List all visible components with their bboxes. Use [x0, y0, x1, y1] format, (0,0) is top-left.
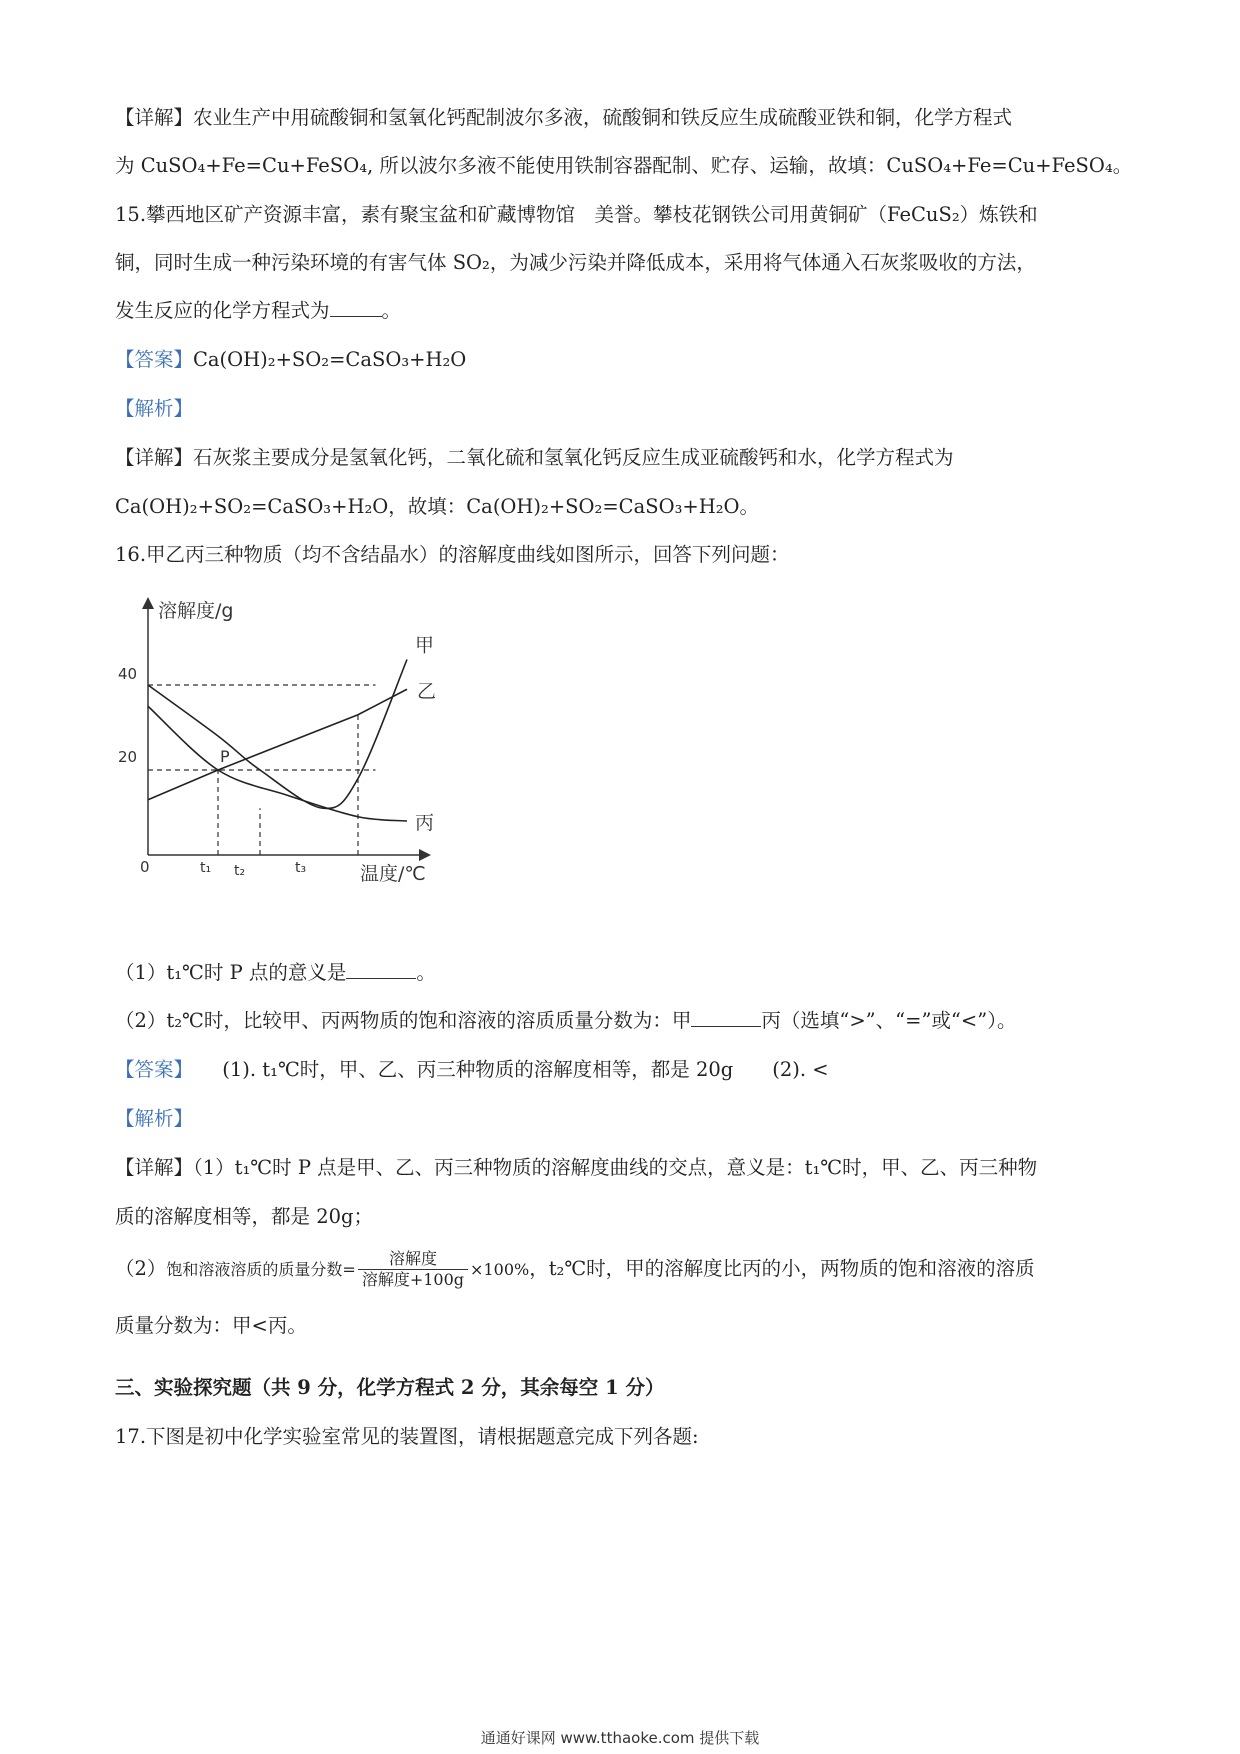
text-segment: 。 [416, 961, 436, 984]
answer-tag: 【答案】 [115, 1058, 184, 1081]
series-label: 乙 [417, 680, 437, 703]
intersection-label: P [220, 747, 230, 766]
y-tick-label: 20 [118, 748, 138, 766]
y-tick-label: 40 [118, 665, 138, 683]
analysis-tag: 【解析】 [115, 397, 194, 420]
question-16: 16.甲乙丙三种物质（均不含结晶水）的溶解度曲线如图所示，回答下列问题： [115, 543, 790, 566]
text-segment: ，t₂℃时，甲的溶解度比丙的小，两物质的饱和溶液的溶质 [529, 1257, 1035, 1280]
y-axis-label: 溶解度/g [158, 600, 234, 622]
text-line: 质的溶解度相等，都是 20g； [115, 1205, 373, 1228]
text-segment: 丙（选填“>”、“=”或“<”）。 [761, 1009, 1017, 1032]
sub-question-2 [115, 1008, 1016, 1034]
text-segment: 发生反应的化学方程式为 [115, 299, 330, 322]
sub-question-1 [115, 960, 436, 986]
text-line: 质量分数为：甲<丙。 [115, 1314, 307, 1337]
text-segment: （1）t₁℃时 P 点的意义是 [115, 961, 347, 984]
question-17: 17.下图是初中化学实验室常见的装置图，请根据题意完成下列各题: [115, 1425, 699, 1448]
fraction-denominator: 溶解度+100g [361, 1270, 465, 1289]
text-line: 铜，同时生成一种污染环境的有害气体 SO₂，为减少污染并降低成本，采用将气体通入石灰浆吸收的方法， [115, 251, 1036, 274]
text-line: Ca(OH)₂+SO₂=CaSO₃+H₂O，故填：Ca(OH)₂+SO₂=CaSO₃+H₂O。 [115, 495, 760, 518]
x-tick-label: t₂ [234, 863, 246, 879]
formula-label: 饱和溶液溶质的质量分数= [166, 1260, 356, 1279]
text-line: 【详解】石灰浆主要成分是氢氧化钙，二氧化硫和氢氧化钙反应生成亚硫酸钙和水，化学方程式为 [115, 446, 954, 469]
footer: 通通好课网 www.tthaoke.com 提供下载 [480, 1729, 760, 1747]
text-line: 【详解】农业生产中用硫酸铜和氢氧化钙配制波尔多液，硫酸铜和铁反应生成硫酸亚铁和铜，化学方程式 [115, 106, 1013, 129]
answer-line [115, 347, 466, 373]
answer-tag: 【答案】 [115, 348, 194, 371]
fraction-numerator: 溶解度 [358, 1249, 468, 1270]
answer-text: Ca(OH)₂+SO₂=CaSO₃+H₂O [193, 348, 467, 371]
fraction [358, 1249, 468, 1290]
question-15: 15.攀西地区矿产资源丰富，素有聚宝盆和矿藏博物馆 美誉。攀枝花钢铁公司用黄铜矿（FeCuS₂）炼铁和 [115, 203, 1038, 226]
x-tick-label: t₃ [295, 860, 307, 876]
x-axis-label: 温度/℃ [360, 863, 426, 885]
text-line: 为 CuSO₄+Fe=Cu+FeSO₄, 所以波尔多液不能使用铁制容器配制、贮存、运输，故填：CuSO₄+Fe=Cu+FeSO₄。 [115, 154, 1133, 177]
section-heading: 三、实验探究题（共 9 分，化学方程式 2 分，其余每空 1 分） [115, 1376, 665, 1399]
text-segment: 。 [381, 299, 402, 322]
origin-label: 0 [140, 858, 150, 876]
formula-line [115, 1247, 1035, 1292]
formula-multiplier: ×100% [470, 1260, 530, 1279]
series-line [148, 706, 407, 821]
x-tick-label: t₁ [200, 860, 212, 876]
text-segment: （2） [115, 1257, 167, 1280]
series-label: 甲 [415, 634, 435, 657]
answer-line [115, 1057, 829, 1083]
answer-blank [346, 960, 416, 979]
answer-blank [691, 1008, 761, 1027]
text-line [115, 298, 401, 324]
text-segment: （2）t₂℃时，比较甲、丙两物质的饱和溶液的溶质质量分数为：甲 [115, 1009, 692, 1032]
solubility-chart [110, 595, 450, 885]
text-line: 【详解】（1）t₁℃时 P 点是甲、乙、丙三种物质的溶解度曲线的交点，意义是：t₁℃时，甲、乙、丙三种物 [115, 1156, 1038, 1179]
answer-text: (1). t₁℃时，甲、乙、丙三种物质的溶解度相等，都是 20g (2). < [222, 1058, 829, 1081]
series-line [148, 660, 407, 809]
series-label: 丙 [415, 812, 435, 834]
analysis-tag: 【解析】 [115, 1107, 194, 1130]
answer-blank [330, 298, 382, 317]
